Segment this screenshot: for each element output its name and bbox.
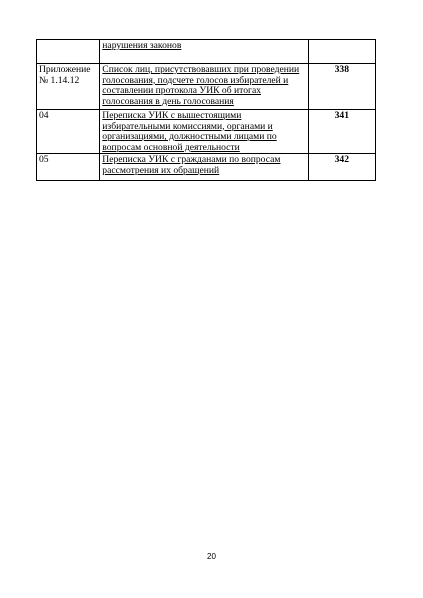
row-page-cell: 342 bbox=[308, 154, 375, 181]
table-row bbox=[37, 110, 376, 154]
row-title-cell bbox=[100, 40, 308, 64]
row-title-cell bbox=[100, 64, 308, 110]
document-table bbox=[36, 39, 376, 181]
row-code-cell: 05 bbox=[37, 154, 100, 181]
row-title-cell bbox=[100, 110, 308, 154]
page-number: 20 bbox=[207, 552, 216, 561]
row-code-cell bbox=[37, 40, 100, 64]
table-row bbox=[37, 40, 376, 64]
row-page-cell: 338 bbox=[308, 64, 375, 110]
table-row bbox=[37, 64, 376, 110]
row-page-cell: 341 bbox=[308, 110, 375, 154]
row-title: нарушения законов bbox=[102, 40, 182, 51]
row-code-cell: Приложение № 1.14.12 bbox=[37, 64, 100, 110]
row-title: Переписка УИК с вышестоящими избирательными комиссиями, органами и организациями, должностными лицами по вопросам основной деятельности bbox=[102, 110, 277, 153]
row-title: Список лиц, присутствовавших при проведении голосования, подсчете голосов избирателей и составлении протокола УИК об итогах голосования в день голосования bbox=[102, 64, 300, 107]
row-title-cell bbox=[100, 154, 308, 181]
row-code-cell: 04 bbox=[37, 110, 100, 154]
row-page-cell bbox=[308, 40, 375, 64]
row-title: Переписка УИК с гражданами по вопросам рассмотрения их обращений bbox=[102, 154, 281, 176]
table-row bbox=[37, 154, 376, 181]
